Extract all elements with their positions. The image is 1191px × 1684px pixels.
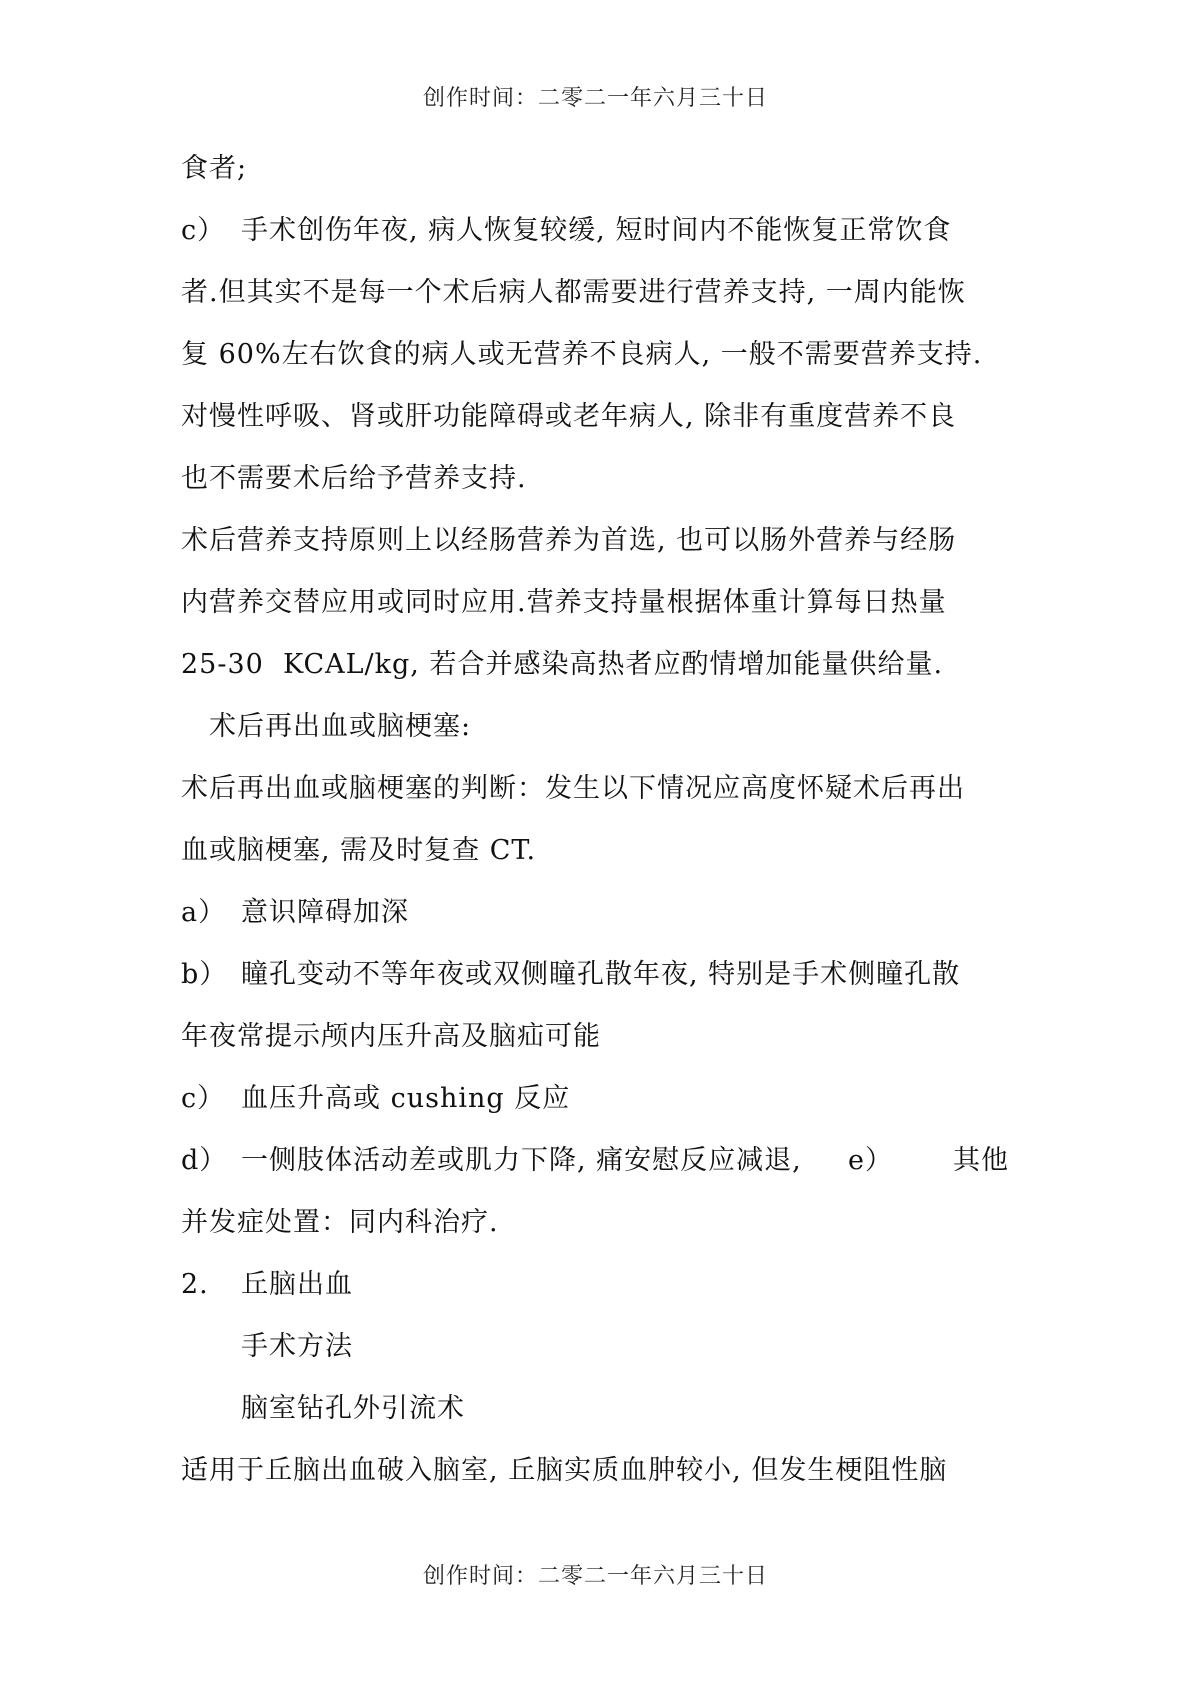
page-footer: 创作时间：二零二一年六月三十日: [422, 1564, 768, 1589]
list-marker: 2.: [181, 1269, 209, 1300]
heading-text: 脑室钻孔外引流术: [241, 1393, 465, 1424]
line-text: 对慢性呼吸、肾或肝功能障碍或老年病人, 除非有重度营养不良: [181, 401, 957, 432]
list-marker: b）: [181, 959, 228, 990]
paragraph-line: [181, 324, 1021, 386]
page-header: 创作时间：二零二一年六月三十日: [422, 86, 768, 111]
line-text: 手术创伤年夜, 病人恢复较缓, 短时间内不能恢复正常饮食: [241, 215, 952, 246]
subheading: [181, 1316, 1021, 1378]
line-text: 血或脑梗塞, 需及时复查 CT.: [181, 835, 537, 866]
list-marker: d）: [181, 1145, 228, 1176]
document-body: [181, 138, 1021, 1502]
line-text: 术后再出血或脑梗塞的判断：发生以下情况应高度怀疑术后再出: [181, 773, 965, 804]
paragraph-line: [181, 1192, 1021, 1254]
line-text: 适用于丘脑出血破入脑室, 丘脑实质血肿较小, 但发生梗阻性脑: [181, 1455, 948, 1486]
subheading: [181, 1378, 1021, 1440]
paragraph-line: [181, 1006, 1021, 1068]
list-item-d-main: [181, 1130, 802, 1192]
list-item-a: [181, 882, 1021, 944]
paragraph-line: [181, 1440, 1021, 1502]
line-text: 内营养交替应用或同时应用.营养支持量根据体重计算每日热量: [181, 587, 947, 618]
paragraph-line: [181, 510, 1021, 572]
list-marker: c）: [181, 215, 226, 246]
line-text: 复 60%左右饮食的病人或无营养不良病人, 一般不需要营养支持.: [181, 339, 983, 370]
line-text: 一侧肢体活动差或肌力下降, 痛安慰反应减退,: [241, 1145, 802, 1176]
paragraph-line: [181, 634, 1021, 696]
list-item-c: [181, 200, 1021, 262]
line-text: 并发症处置：同内科治疗.: [181, 1207, 499, 1238]
paragraph-line: [181, 386, 1021, 448]
line-text: 血压升高或 cushing 反应: [241, 1083, 571, 1114]
section-heading: [181, 696, 1021, 758]
paragraph-line: [181, 758, 1021, 820]
line-text: 术后营养支持原则上以经肠营养为首选, 也可以肠外营养与经肠: [181, 525, 957, 556]
paragraph-line: [181, 820, 1021, 882]
list-marker: e）: [848, 1145, 893, 1176]
heading-text: 丘脑出血: [241, 1269, 353, 1300]
list-item-d-row: [181, 1130, 1009, 1192]
list-item-b: [181, 944, 1021, 1006]
line-text: 意识障碍加深: [241, 897, 409, 928]
list-marker: c）: [181, 1083, 226, 1114]
line-text: 其他: [953, 1145, 1009, 1176]
list-marker: a）: [181, 897, 227, 928]
line-text: 瞳孔变动不等年夜或双侧瞳孔散年夜, 特别是手术侧瞳孔散: [241, 959, 961, 990]
line-text: 年夜常提示颅内压升高及脑疝可能: [181, 1021, 601, 1052]
line-text: 也不需要术后给予营养支持.: [181, 463, 527, 494]
heading-text: 术后再出血或脑梗塞:: [209, 711, 472, 742]
paragraph-line: [181, 138, 1021, 200]
list-item-c: [181, 1068, 1021, 1130]
paragraph-line: [181, 262, 1021, 324]
paragraph-line: [181, 572, 1021, 634]
line-text: 25-30 KCAL/kg, 若合并感染高热者应酌情增加能量供给量.: [181, 649, 944, 680]
list-item-d: [181, 1130, 1021, 1192]
paragraph-line: [181, 448, 1021, 510]
list-item-e: [848, 1130, 1009, 1192]
line-text: 者.但其实不是每一个术后病人都需要进行营养支持, 一周内能恢: [181, 277, 966, 308]
heading-text: 手术方法: [241, 1331, 353, 1362]
numbered-heading: [181, 1254, 1021, 1316]
line-text: 食者;: [181, 153, 248, 184]
